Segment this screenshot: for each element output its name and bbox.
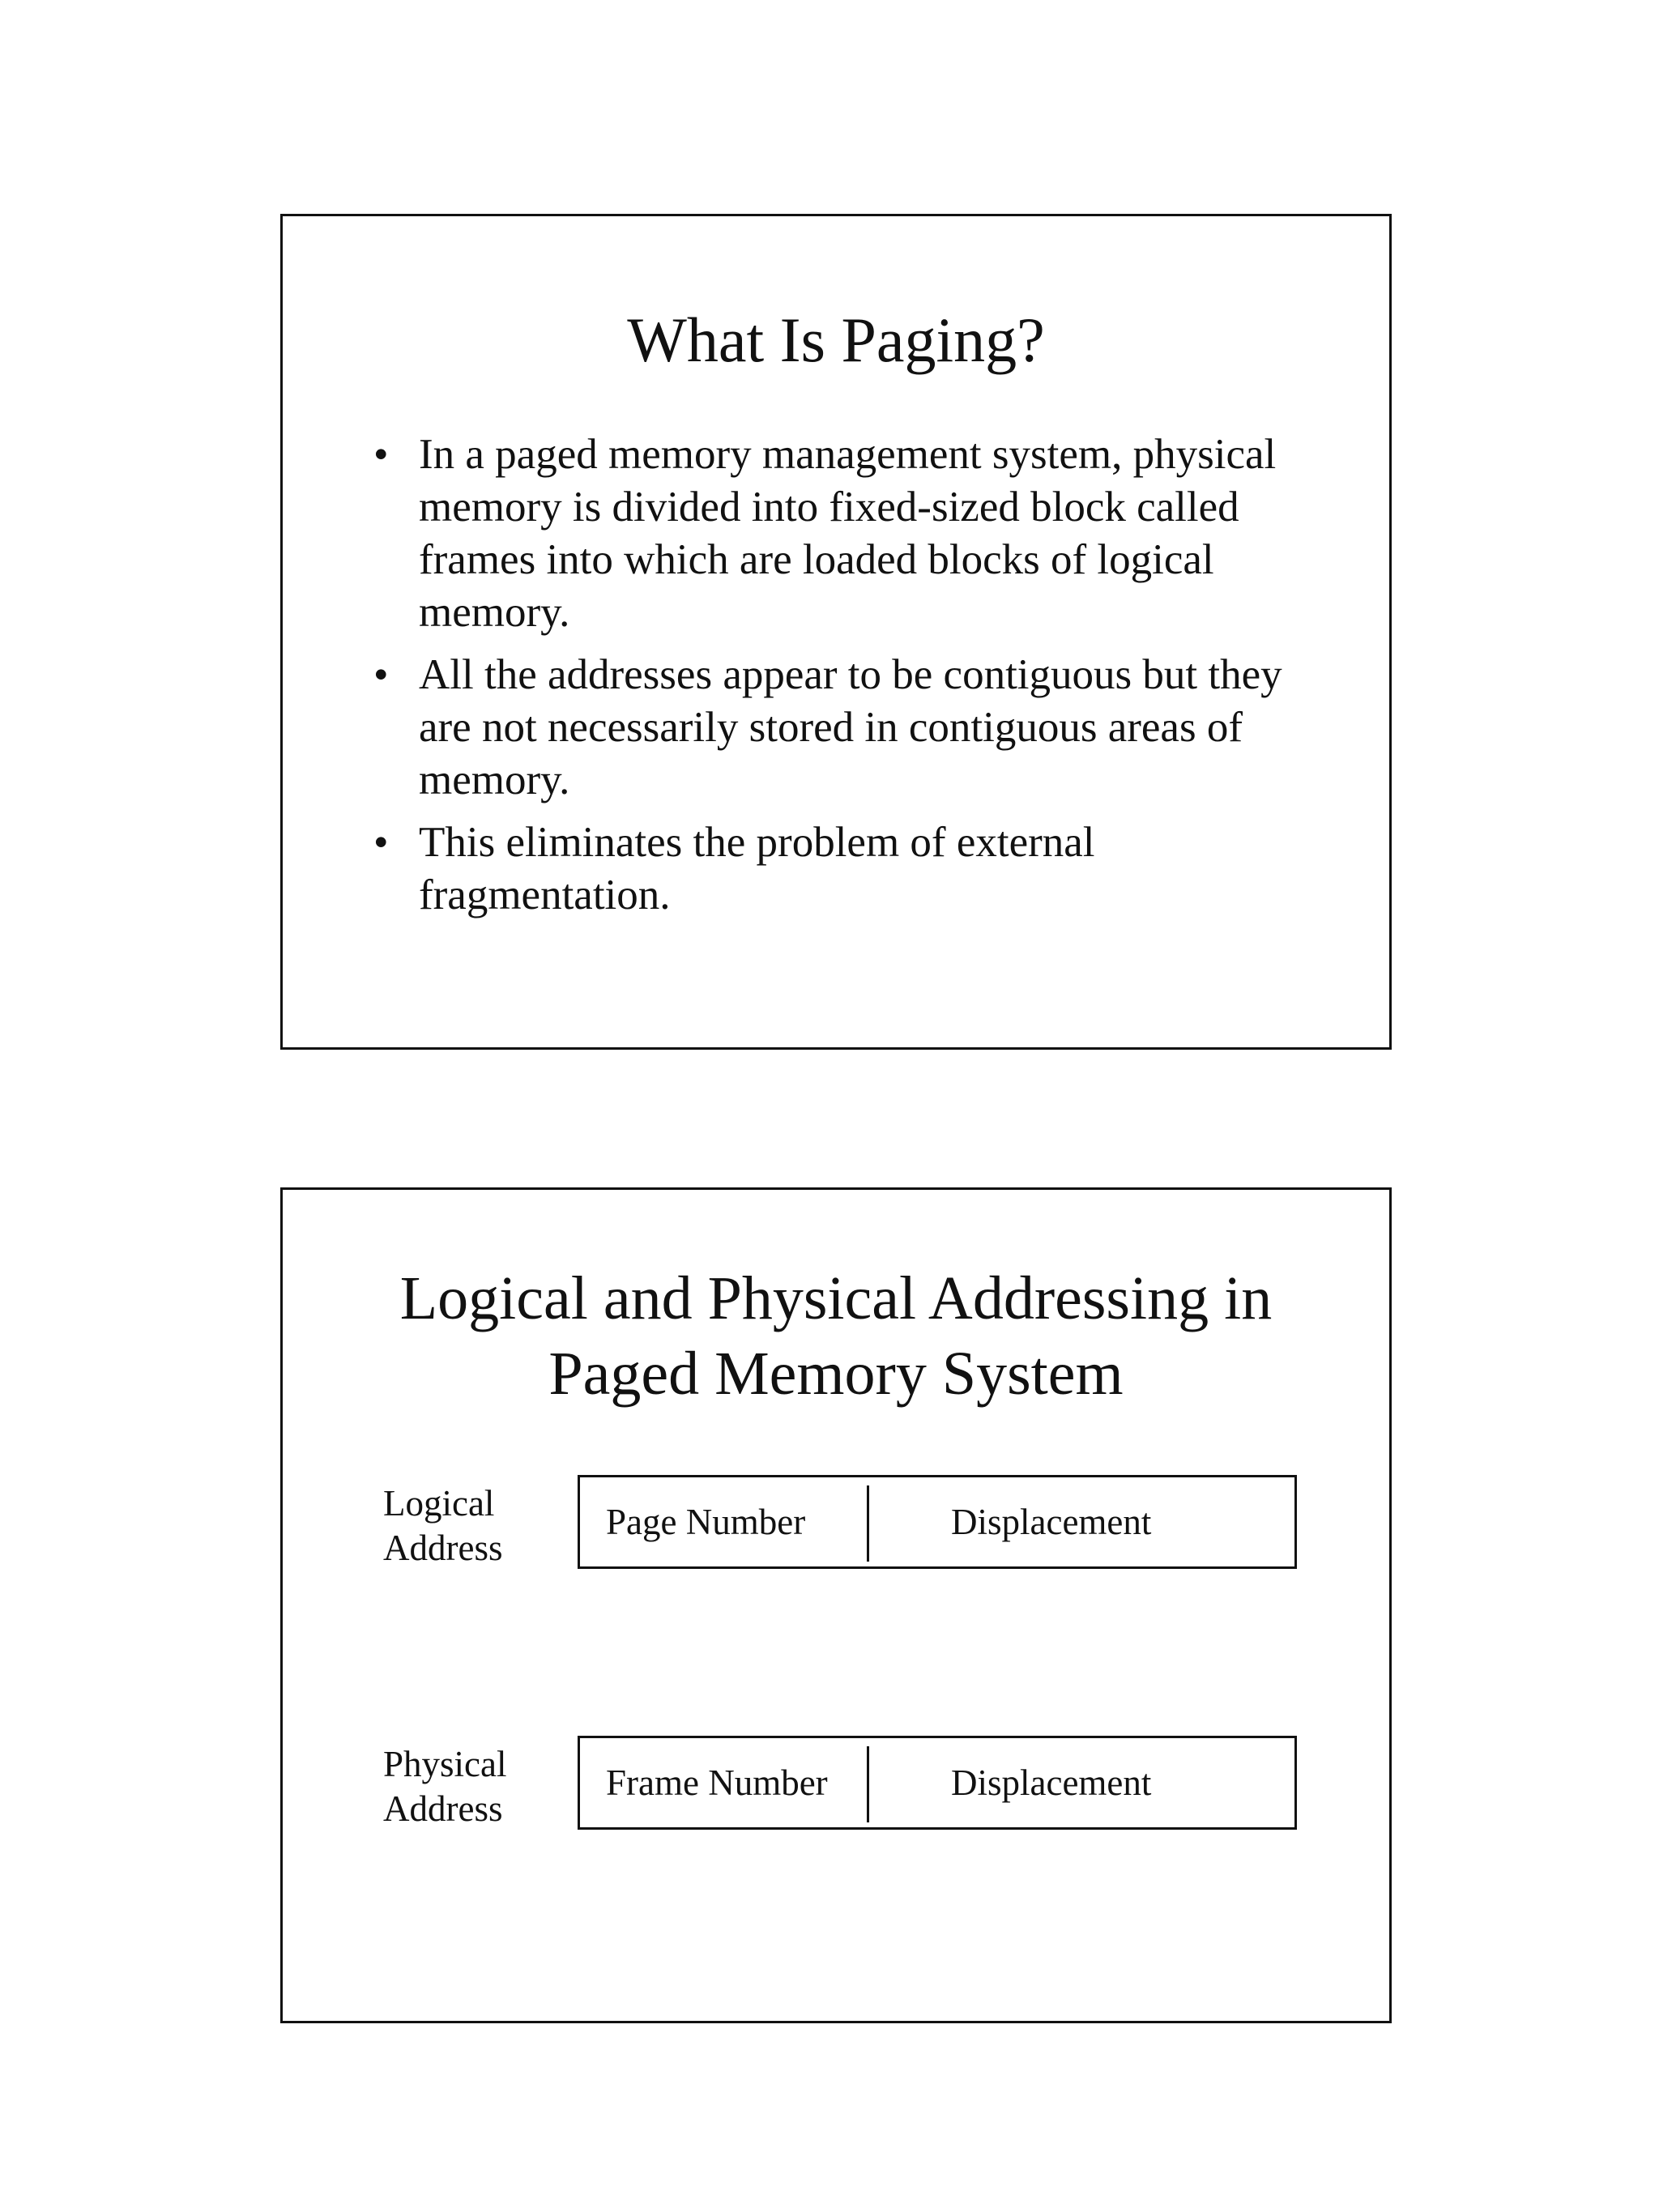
logical-label-line-1: Logical — [383, 1483, 495, 1524]
bullet-text: In a paged memory management system, physical memory is divided into fixed-sized block called frames into which are loaded blocks of logical memory. — [419, 431, 1277, 636]
bullet-icon: • — [373, 651, 389, 698]
bullet-icon: • — [373, 819, 389, 866]
logical-label-line-2: Address — [383, 1528, 503, 1568]
displacement-field: Displacement — [951, 1502, 1152, 1542]
slide-title: What Is Paging? — [627, 305, 1045, 375]
physical-label-line-1: Physical — [383, 1744, 507, 1784]
bullet-list — [373, 428, 1297, 931]
logical-address-label — [383, 1481, 502, 1571]
physical-address-box — [578, 1736, 1297, 1830]
slide-title-line-1: Logical and Physical Addressing in — [399, 1264, 1273, 1332]
physical-address-label — [383, 1742, 507, 1831]
field-divider — [867, 1746, 869, 1822]
frame-number-field: Frame Number — [606, 1762, 828, 1803]
bullet-item — [373, 428, 1297, 639]
displacement-field: Displacement — [951, 1762, 1152, 1803]
slide-title — [283, 1261, 1389, 1412]
bullet-text: This eliminates the problem of external fragmentation. — [419, 819, 1095, 918]
bullet-text: All the addresses appear to be contiguous but they are not necessarily stored in contiguous areas of memory. — [419, 651, 1282, 803]
bullet-icon: • — [373, 431, 389, 478]
physical-label-line-2: Address — [383, 1788, 503, 1829]
logical-address-box — [578, 1475, 1297, 1569]
field-divider — [867, 1485, 869, 1562]
slide-title-line-2: Paged Memory System — [548, 1340, 1124, 1408]
bullet-item — [373, 649, 1297, 807]
bullet-item — [373, 816, 1297, 922]
slide-what-is-paging — [280, 214, 1392, 1050]
slide-logical-physical-addressing — [280, 1187, 1392, 2023]
page-number-field: Page Number — [606, 1502, 806, 1542]
